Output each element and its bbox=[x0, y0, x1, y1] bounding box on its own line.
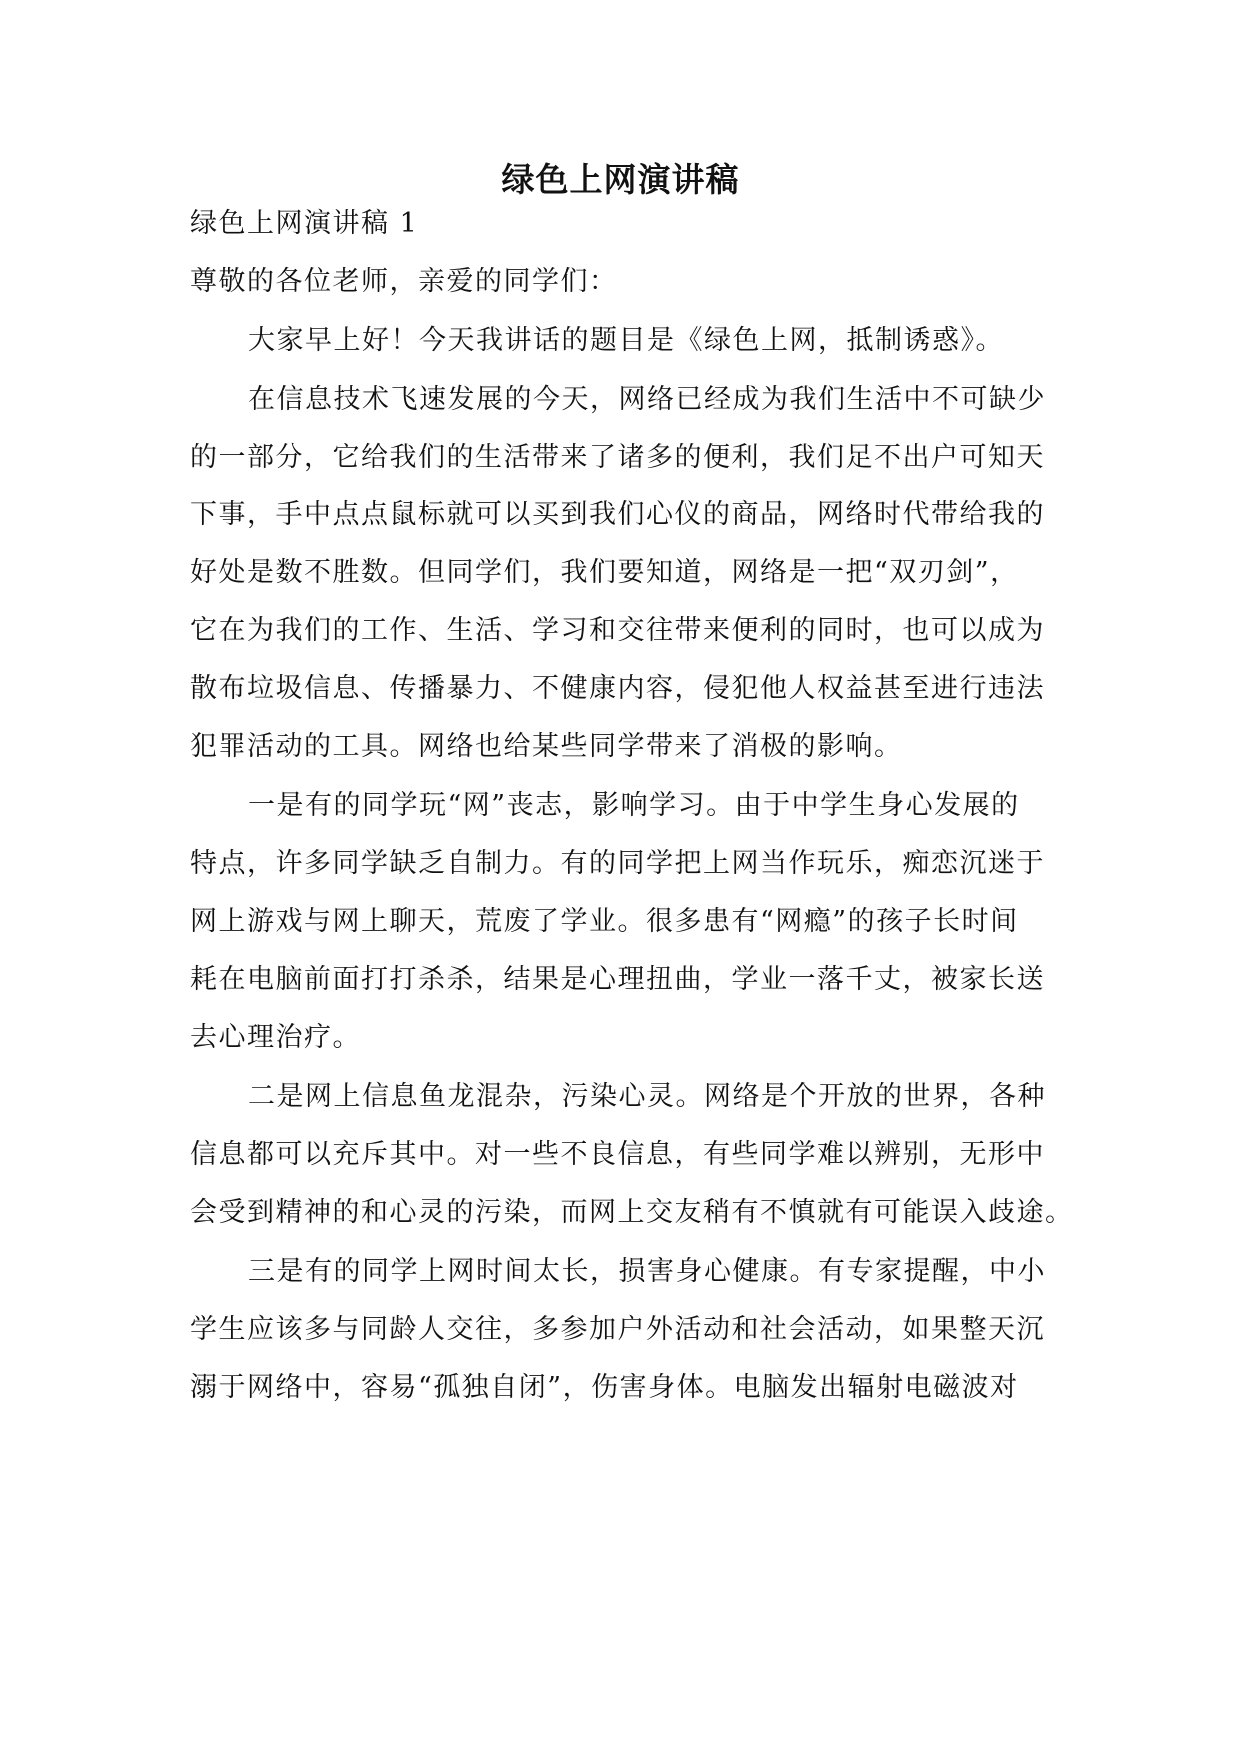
body-line: 在信息技术飞速发展的今天，网络已经成为我们生活中不可缺少 bbox=[248, 384, 1046, 415]
body-line: 一是有的同学玩“网”丧志，影响学习。由于中学生身心发展的 bbox=[248, 790, 1020, 821]
body-line: 网上游戏与网上聊天，荒废了学业。很多患有“网瘾”的孩子长时间 bbox=[190, 906, 1019, 937]
body-line: 学生应该多与同龄人交往，多参加户外活动和社会活动，如果整天沉 bbox=[190, 1314, 1045, 1345]
body-line: 溺于网络中，容易“孤独自闭”，伤害身体。电脑发出辐射电磁波对 bbox=[190, 1372, 1019, 1403]
body-line: 大家早上好！今天我讲话的题目是《绿色上网，抵制诱惑》。 bbox=[248, 325, 1004, 356]
body-line: 下事，手中点点鼠标就可以买到我们心仪的商品，网络时代带给我的 bbox=[190, 499, 1045, 530]
body-line: 耗在电脑前面打打杀杀，结果是心理扭曲，学业一落千丈，被家长送 bbox=[190, 964, 1045, 995]
salutation: 尊敬的各位老师，亲爱的同学们： bbox=[190, 266, 618, 297]
body-line: 信息都可以充斥其中。对一些不良信息，有些同学难以辨别，无形中 bbox=[190, 1139, 1045, 1170]
body-line: 二是网上信息鱼龙混杂，污染心灵。网络是个开放的世界，各种 bbox=[248, 1081, 1046, 1112]
document-title: 绿色上网演讲稿 bbox=[501, 160, 740, 199]
body-line: 三是有的同学上网时间太长，损害身心健康。有专家提醒，中小 bbox=[248, 1256, 1046, 1287]
body-line: 去心理治疗。 bbox=[190, 1022, 361, 1053]
body-line: 它在为我们的工作、生活、学习和交往带来便利的同时，也可以成为 bbox=[190, 615, 1045, 646]
body-line: 特点，许多同学缺乏自制力。有的同学把上网当作玩乐，痴恋沉迷于 bbox=[190, 848, 1045, 879]
body-line: 的一部分，它给我们的生活带来了诸多的便利，我们足不出户可知天 bbox=[190, 442, 1045, 473]
body-line: 好处是数不胜数。但同学们，我们要知道，网络是一把“双刃剑”， bbox=[190, 557, 1019, 588]
body-line: 会受到精神的和心灵的污染，而网上交友稍有不慎就有可能误入歧途。 bbox=[190, 1197, 1074, 1228]
body-line: 犯罪活动的工具。网络也给某些同学带来了消极的影响。 bbox=[190, 731, 903, 762]
body-line: 散布垃圾信息、传播暴力、不健康内容，侵犯他人权益甚至进行违法 bbox=[190, 673, 1045, 704]
section-heading: 绿色上网演讲稿 1 bbox=[190, 208, 419, 239]
